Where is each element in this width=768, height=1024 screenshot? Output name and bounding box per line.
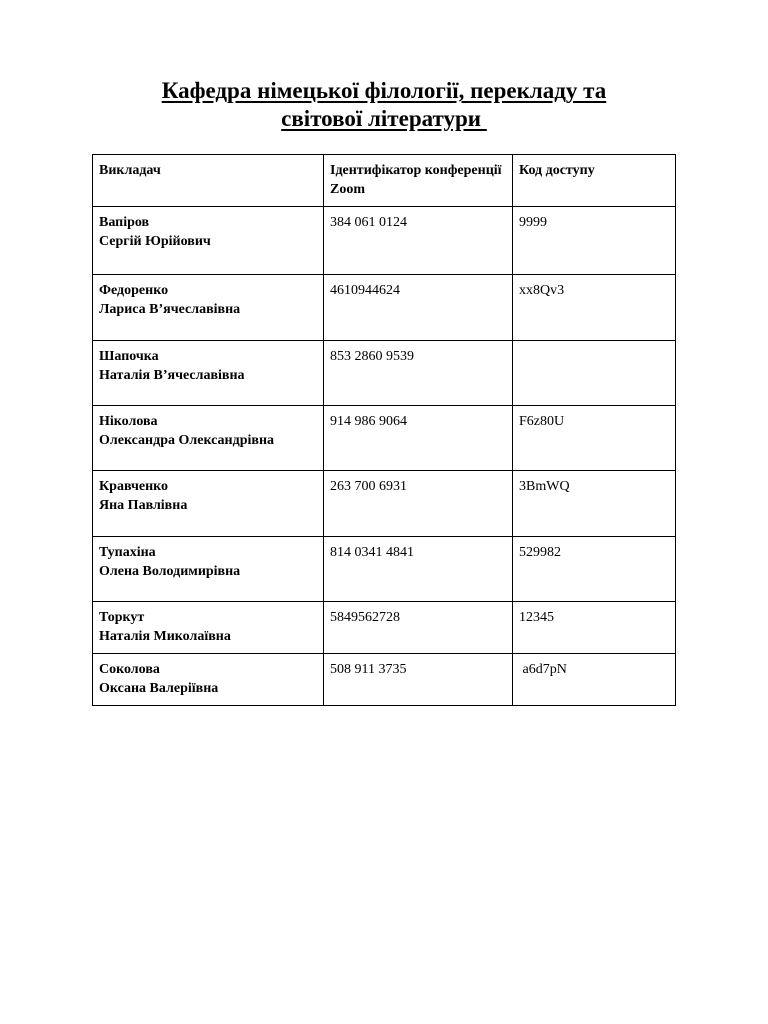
header-access-code: Код доступу [513, 155, 676, 207]
zoom-id-cell: 508 911 3735 [324, 654, 513, 706]
access-code-cell: xx8Qv3 [513, 275, 676, 341]
teacher-cell [93, 471, 324, 537]
teacher-surname: Кравченко [99, 479, 169, 494]
access-code-cell: 9999 [513, 207, 676, 275]
zoom-id-cell: 4610944624 [324, 275, 513, 341]
teacher-given-name: Яна Павлівна [99, 498, 188, 513]
teacher-surname: Вапіров [99, 215, 150, 230]
teacher-given-name: Лариса В’ячеславівна [99, 302, 241, 317]
teacher-cell [93, 537, 324, 602]
teacher-surname: Ніколова [99, 414, 158, 429]
teacher-given-name: Оксана Валеріївна [99, 681, 219, 696]
access-code-cell: 529982 [513, 537, 676, 602]
teacher-cell [93, 654, 324, 706]
header-teacher: Викладач [93, 155, 324, 207]
zoom-id-cell: 263 700 6931 [324, 471, 513, 537]
table-row [93, 406, 676, 471]
page-title [60, 77, 708, 133]
access-code-cell: a6d7pN [513, 654, 676, 706]
table-row [93, 471, 676, 537]
table-row [93, 207, 676, 275]
table-header-row [93, 155, 676, 207]
teacher-surname: Федоренко [99, 283, 169, 298]
access-code-cell: 3BmWQ [513, 471, 676, 537]
access-code-cell: 12345 [513, 602, 676, 654]
teacher-given-name: Олександра Олександрівна [99, 433, 275, 448]
teacher-given-name: Сергій Юрійович [99, 234, 211, 249]
header-zoom-id: Ідентифікатор конференції Zoom [324, 155, 513, 207]
teacher-surname: Шапочка [99, 349, 159, 364]
teacher-cell [93, 406, 324, 471]
zoom-id-cell: 853 2860 9539 [324, 341, 513, 406]
page-title-line-2: світової літератури [281, 106, 487, 131]
teacher-cell [93, 207, 324, 275]
access-code-cell [513, 341, 676, 406]
access-code-cell: F6z80U [513, 406, 676, 471]
zoom-id-cell: 814 0341 4841 [324, 537, 513, 602]
teacher-given-name: Олена Володимирівна [99, 564, 241, 579]
zoom-id-cell: 914 986 9064 [324, 406, 513, 471]
table-row [93, 537, 676, 602]
teacher-given-name: Наталія В’ячеславівна [99, 368, 245, 383]
teacher-surname: Соколова [99, 662, 160, 677]
table-row [93, 275, 676, 341]
teacher-cell [93, 341, 324, 406]
zoom-conference-table [92, 154, 676, 706]
teacher-cell [93, 602, 324, 654]
table-row [93, 341, 676, 406]
teacher-surname: Торкут [99, 610, 145, 625]
teacher-surname: Тупахіна [99, 545, 156, 560]
zoom-id-cell: 384 061 0124 [324, 207, 513, 275]
zoom-id-cell: 5849562728 [324, 602, 513, 654]
table-row [93, 602, 676, 654]
table-row [93, 654, 676, 706]
page-title-line-1: Кафедра німецької філології, перекладу та [161, 78, 607, 103]
teacher-cell [93, 275, 324, 341]
teacher-given-name: Наталія Миколаївна [99, 629, 231, 644]
